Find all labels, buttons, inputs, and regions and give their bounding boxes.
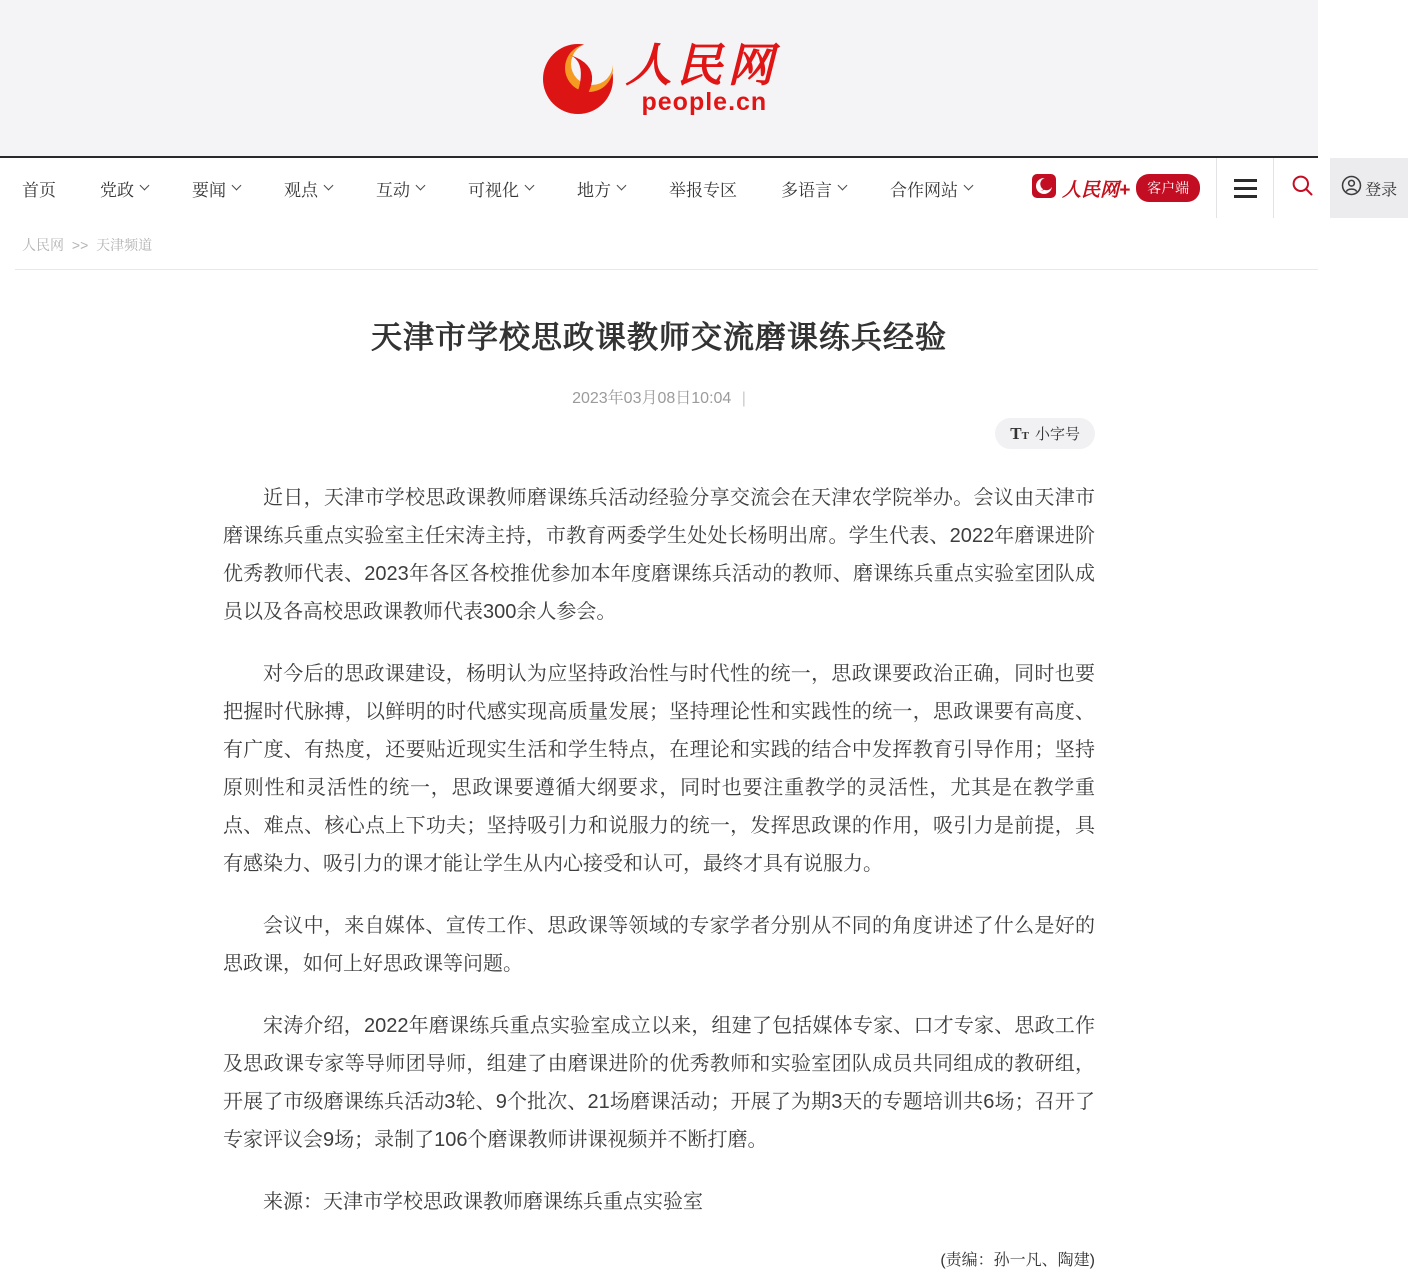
site-header [0, 0, 1318, 158]
article-paragraph: 会议中，来自媒体、宣传工作、思政课等领域的专家学者分别从不同的角度讲述了什么是好的思政课，如何上好思政课等问题。 [223, 915, 1095, 975]
article-meta [223, 385, 1095, 408]
nav-item-partner-sites[interactable]: 合作网站 [890, 176, 972, 201]
user-icon [1341, 175, 1362, 201]
article-date: 2023年03月08日10:04 [572, 390, 732, 407]
font-size-control[interactable] [995, 418, 1095, 449]
logo-chinese-text: 人民网 [625, 38, 779, 91]
hamburger-icon [1234, 179, 1257, 198]
chevron-down-icon [232, 181, 242, 191]
article-paragraph: 宋涛介绍，2022年磨课练兵重点实验室成立以来，组建了包括媒体专家、口才专家、思政工作及思政课专家等导师团导师，组建了由磨课进阶的优秀教师和实验室团队成员共同组成的教研组，开展了市级磨课练兵活动3轮、9个批次、21场磨课活动；开展了为期3天的专题培训共6场；召开了专家评议会9场；录制了106个磨课教师讲课视频并不断打磨。 [223, 1015, 1095, 1151]
font-size-small-t-icon: T [1021, 430, 1029, 442]
app-client-pill: 客户端 [1136, 174, 1200, 202]
chevron-down-icon [324, 181, 334, 191]
nav-item-home[interactable]: 首页 [22, 180, 56, 200]
article-paragraph: 对今后的思政课建设，杨明认为应坚持政治性与时代性的统一，思政课要政治正确，同时也要把握时代脉搏，以鲜明的时代感实现高质量发展；坚持理论性和实践性的统一，思政课要有高度、有广度、有热度，还要贴近现实生活和学生特点，在理论和实践的结合中发挥教育引导作用；坚持原则性和灵活性的统一，思政课要遵循大纲要求，同时也要注重教学的灵活性，尤其是在教学重点、难点、核心点上下功夫；坚持吸引力和说服力的统一，发挥思政课的作用，吸引力是前提，具有感染力、吸引力的课才能让学生从内心接受和认可，最终才具有说服力。 [223, 663, 1095, 875]
main-navbar [0, 158, 1398, 218]
nav-item-interaction[interactable]: 互动 [376, 176, 424, 201]
nav-item-report-zone[interactable]: 举报专区 [669, 180, 737, 200]
breadcrumb-separator: >> [71, 237, 89, 253]
login-button[interactable] [1330, 158, 1408, 218]
breadcrumb-channel-link[interactable]: 天津频道 [96, 237, 153, 253]
menu-button[interactable] [1217, 158, 1273, 218]
breadcrumb-site-link[interactable]: 人民网 [22, 237, 64, 253]
nav-item-opinions[interactable]: 观点 [284, 176, 332, 201]
login-label: 登录 [1365, 181, 1398, 199]
chevron-down-icon [140, 181, 150, 191]
article-editor-credit: (责编：孙一凡、陶建) [940, 1252, 1095, 1269]
chevron-down-icon [964, 181, 974, 191]
people-plus-brand-text: 人民网+ [1062, 179, 1131, 201]
people-plus-logo-icon [1032, 174, 1056, 203]
article-body [223, 479, 1095, 1221]
chevron-down-icon [838, 181, 848, 191]
people-app-badge[interactable] [1016, 158, 1216, 218]
nav-item-multilingual[interactable]: 多语言 [781, 176, 846, 201]
nav-item-important-news[interactable]: 要闻 [192, 176, 240, 201]
article-title: 天津市学校思政课教师交流磨课练兵经验 [371, 320, 947, 355]
people-cn-logo-mark-icon [540, 35, 616, 122]
meta-pipe: | [741, 390, 746, 407]
font-size-label: 小字号 [1034, 426, 1080, 443]
article-container [223, 270, 1095, 1280]
article-source: 来源：天津市学校思政课教师磨课练兵重点实验室 [263, 1191, 703, 1213]
chevron-down-icon [416, 181, 426, 191]
nav-items [0, 158, 1016, 218]
people-cn-logo[interactable] [540, 35, 779, 122]
article-toolbar [223, 418, 1095, 449]
nav-item-local[interactable]: 地方 [577, 176, 625, 201]
nav-item-party-politics[interactable]: 党政 [100, 176, 148, 201]
chevron-down-icon [525, 181, 535, 191]
font-size-big-t-icon: T [1010, 424, 1022, 443]
search-button[interactable] [1274, 158, 1330, 218]
chevron-down-icon [617, 181, 627, 191]
article-paragraph: 近日，天津市学校思政课教师磨课练兵活动经验分享交流会在天津农学院举办。会议由天津市磨课练兵重点实验室主任宋涛主持，市教育两委学生处处长杨明出席。学生代表、2022年磨课进阶优秀教师代表、2023年各区各校推优参加本年度磨课练兵活动的教师、磨课练兵重点实验室团队成员以及各高校思政课教师代表300余人参会。 [223, 487, 1095, 623]
breadcrumb [0, 218, 1318, 269]
nav-item-visualization[interactable]: 可视化 [468, 176, 533, 201]
logo-domain-text: people.cn [641, 87, 768, 116]
search-icon [1290, 173, 1315, 203]
nav-right-tools [1016, 158, 1408, 218]
